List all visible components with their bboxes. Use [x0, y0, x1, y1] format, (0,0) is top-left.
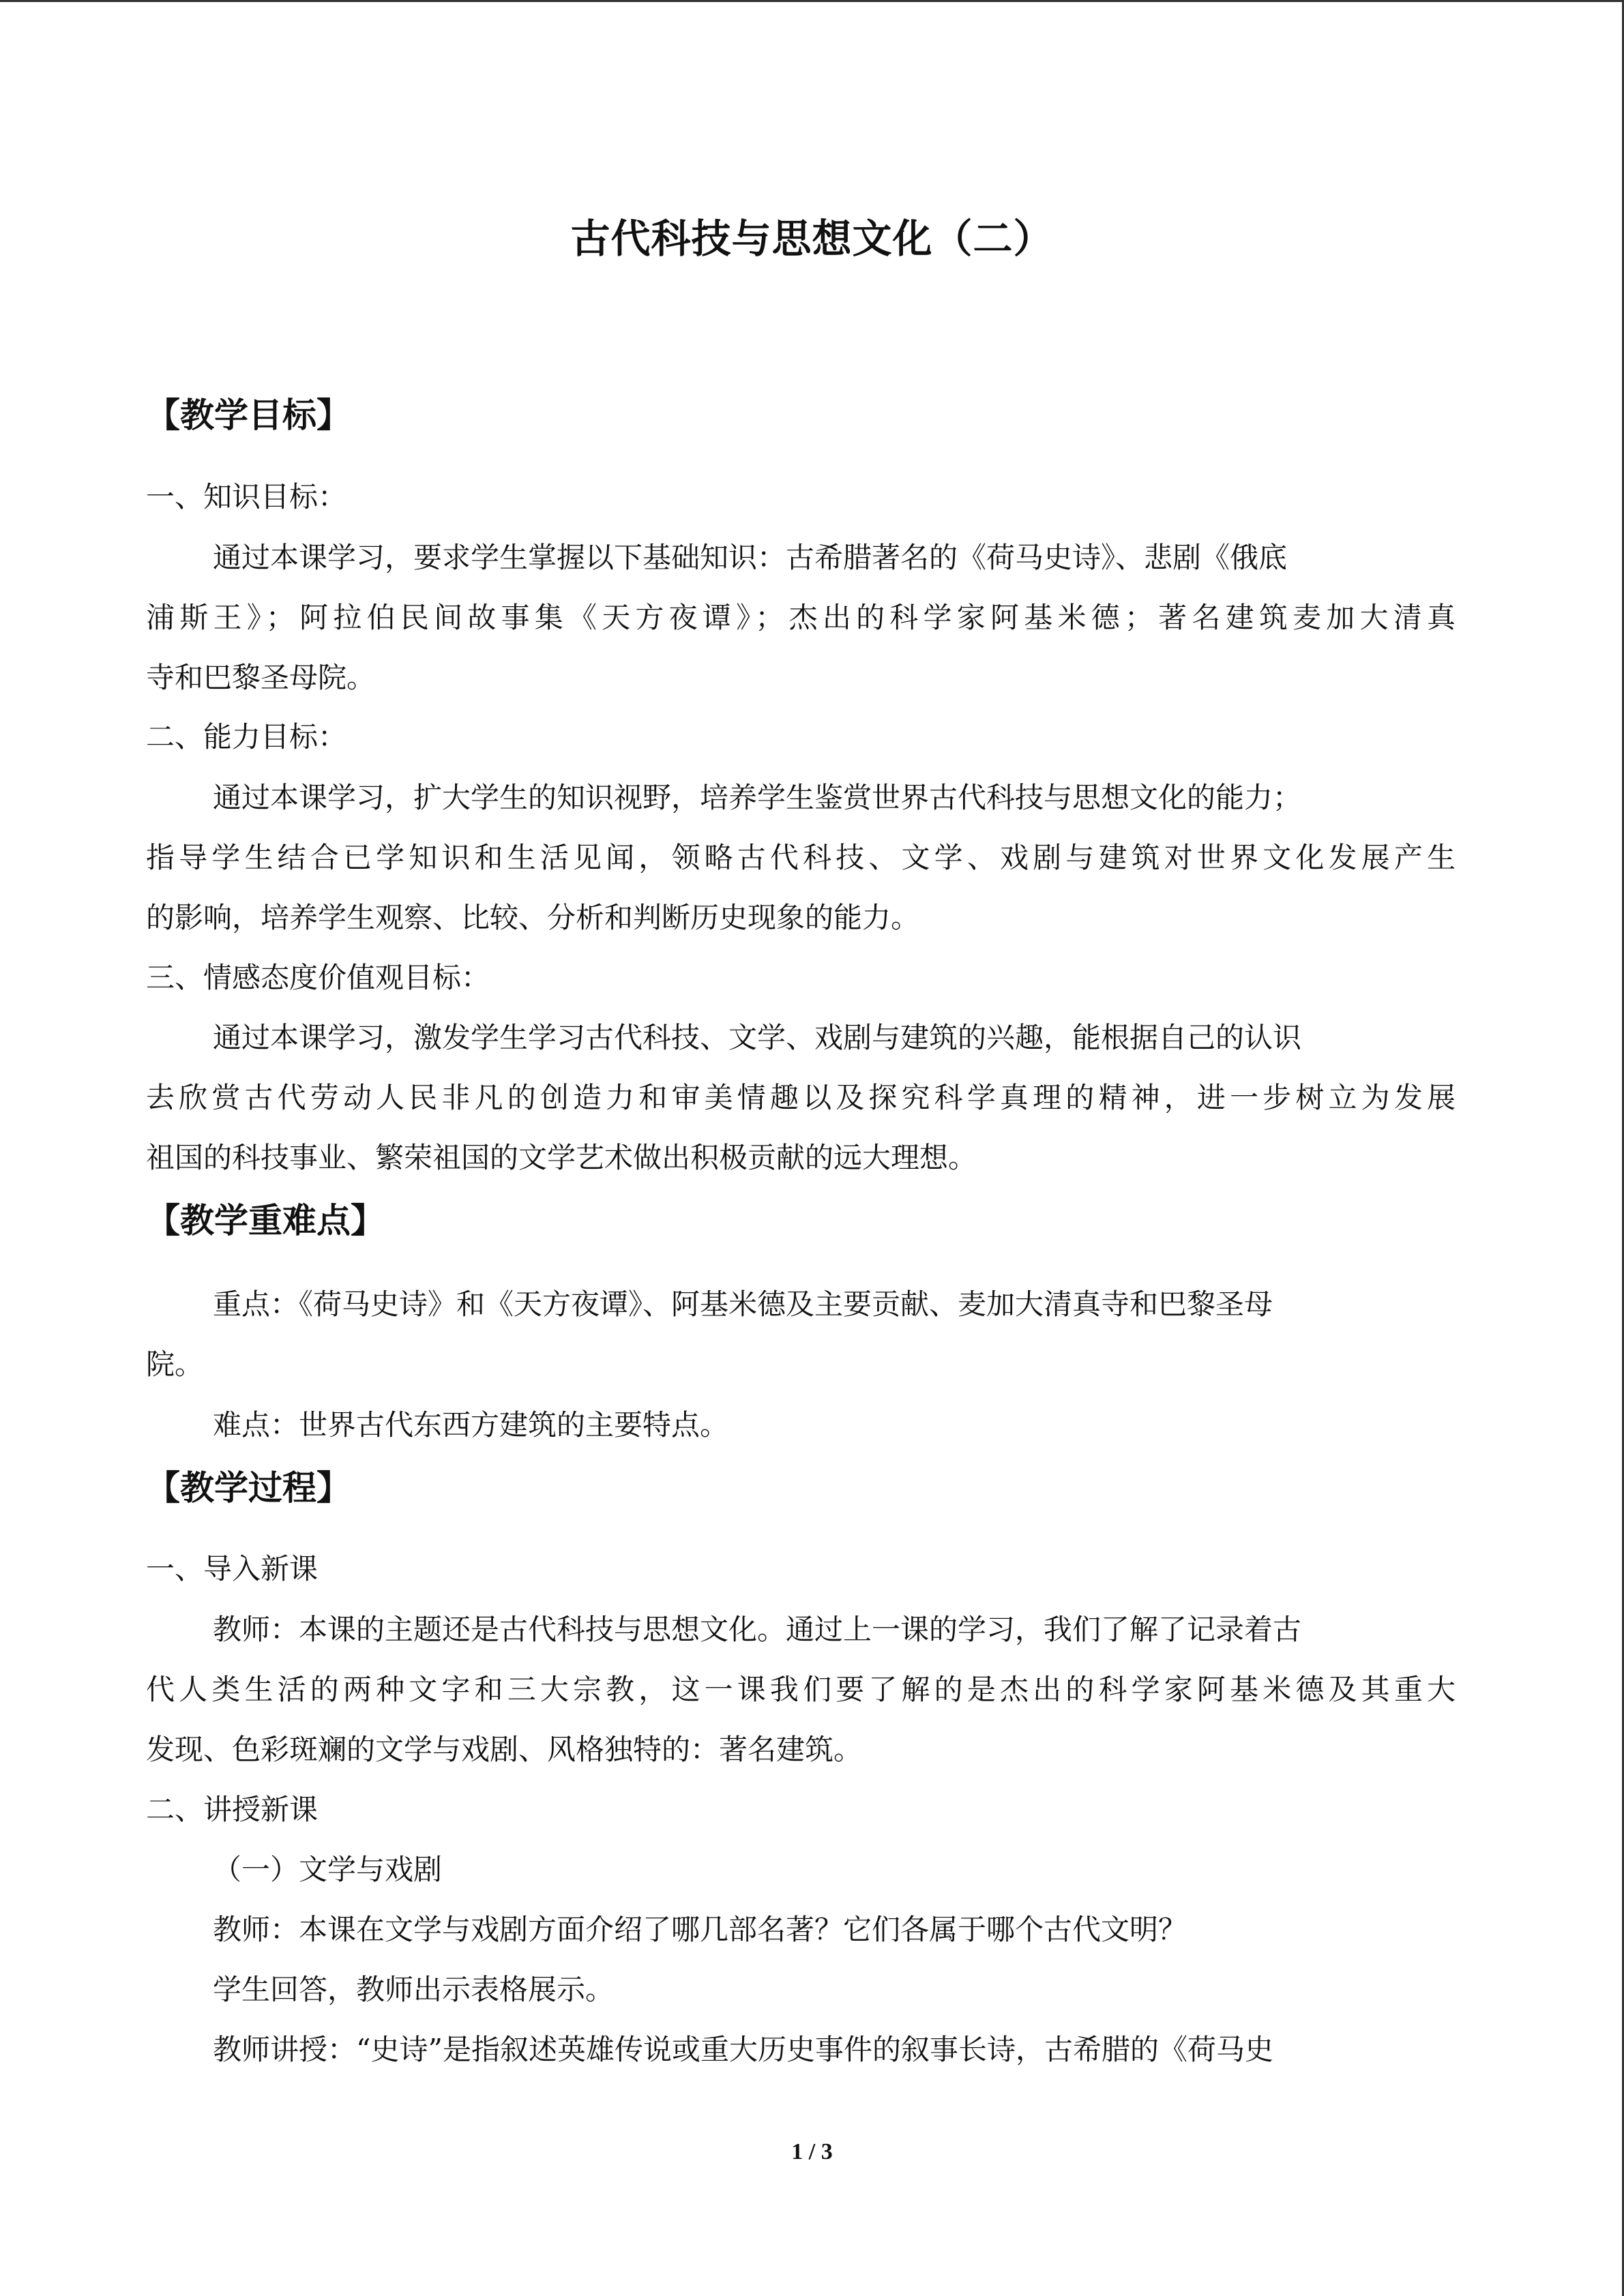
- objectives-heading: 【教学目标】: [146, 396, 351, 435]
- intro-line-2: 代人类生活的两种文字和三大宗教，这一课我们要了解的是杰出的科学家阿基米德及其重大: [146, 1673, 1456, 1706]
- page-number: 1 / 3: [791, 2139, 833, 2164]
- ability-line-2: 指导学生结合已学知识和生活见闻，领略古代科技、文学、戏剧与建筑对世界文化发展产生: [146, 841, 1456, 874]
- ability-label: 二、能力目标：: [146, 720, 347, 754]
- subsection-title: （一）文学与戏剧: [213, 1853, 443, 1886]
- knowledge-line-2: 浦斯王》；阿拉伯民间故事集《天方夜谭》；杰出的科学家阿基米德；著名建筑麦加大清真: [146, 601, 1456, 634]
- intro-line-3: 发现、色彩斑斓的文学与戏剧、风格独特的：著名建筑。: [146, 1733, 863, 1766]
- knowledge-label: 一、知识目标：: [146, 480, 347, 513]
- teacher-question: 教师：本课在文学与戏剧方面介绍了哪几部名著？它们各属于哪个古代文明？: [213, 1913, 1187, 1946]
- emotion-line-3: 祖国的科技事业、繁荣祖国的文学艺术做出积极贡献的远大理想。: [146, 1141, 977, 1174]
- teacher-lecture: 教师讲授：“史诗”是指叙述英雄传说或重大历史事件的叙事长诗，古希腊的《荷马史: [213, 2033, 1273, 2066]
- document-title: 古代科技与思想文化（二）: [570, 215, 1054, 262]
- ability-line-3: 的影响，培养学生观察、比较、分析和判断历史现象的能力。: [146, 901, 920, 934]
- emotion-label: 三、情感态度价值观目标：: [146, 961, 490, 994]
- teaching-label: 二、讲授新课: [146, 1793, 319, 1826]
- emotion-line-1: 通过本课学习，激发学生学习古代科技、文学、戏剧与建筑的兴趣，能根据自己的认识: [213, 1021, 1302, 1054]
- intro-label: 一、导入新课: [146, 1552, 319, 1585]
- emotion-line-2: 去欣赏古代劳动人民非凡的创造力和审美情趣以及探究科学真理的精神，进一步树立为发展: [146, 1081, 1456, 1114]
- focus-line-1: 重点：《荷马史诗》和《天方夜谭》、阿基米德及主要贡献、麦加大清真寺和巴黎圣母: [213, 1287, 1273, 1321]
- intro-line-1: 教师：本课的主题还是古代科技与思想文化。通过上一课的学习，我们了解了记录着古: [213, 1613, 1302, 1646]
- knowledge-line-1: 通过本课学习，要求学生掌握以下基础知识：古希腊著名的《荷马史诗》、悲剧《俄底: [213, 541, 1288, 574]
- process-heading: 【教学过程】: [146, 1468, 351, 1508]
- focus-line-2: 院。: [146, 1347, 204, 1381]
- difficulty-line: 难点：世界古代东西方建筑的主要特点。: [213, 1408, 729, 1442]
- student-answer: 学生回答，教师出示表格展示。: [213, 1973, 615, 2006]
- key-points-heading: 【教学重难点】: [146, 1201, 385, 1240]
- ability-line-1: 通过本课学习，扩大学生的知识视野，培养学生鉴赏世界古代科技与思想文化的能力；: [213, 781, 1302, 814]
- knowledge-line-3: 寺和巴黎圣母院。: [146, 661, 376, 694]
